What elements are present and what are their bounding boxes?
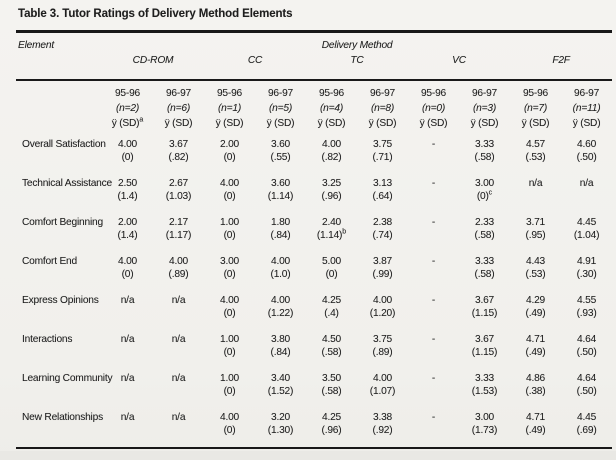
table-cell bbox=[102, 135, 153, 174]
cell-mean: n/a bbox=[579, 178, 594, 189]
cell-sd: (.82) bbox=[168, 152, 189, 163]
table-cell bbox=[306, 252, 357, 291]
cell-mean: 4.55 bbox=[577, 295, 597, 306]
table-cell bbox=[255, 291, 306, 330]
column-year: 96-97 bbox=[471, 88, 498, 99]
cell-mean: 3.00 bbox=[474, 178, 495, 189]
cell-sd: (1.73) bbox=[471, 425, 498, 436]
column-year: 95-96 bbox=[114, 88, 141, 99]
table-cell bbox=[306, 330, 357, 369]
table-cell bbox=[357, 408, 408, 448]
table-cell bbox=[459, 252, 510, 291]
column-n: (n=0) bbox=[421, 103, 446, 114]
column-header-7 bbox=[408, 80, 459, 135]
cell-sd: (.58) bbox=[474, 152, 495, 163]
table-cell bbox=[357, 174, 408, 213]
table-cell bbox=[102, 330, 153, 369]
element-header: Element bbox=[18, 40, 54, 51]
table-cell bbox=[561, 291, 612, 330]
table-row bbox=[16, 408, 612, 448]
column-year: 95-96 bbox=[420, 88, 447, 99]
cell-mean: 3.67 bbox=[168, 139, 189, 150]
table-cell bbox=[459, 174, 510, 213]
cell-sd: (1.52) bbox=[267, 386, 294, 397]
group-label-row bbox=[16, 55, 612, 80]
table-cell bbox=[510, 408, 561, 448]
column-stat: ÿ (SD) bbox=[521, 118, 550, 129]
cell-mean: 3.87 bbox=[372, 256, 393, 267]
cell-sd: (.95) bbox=[525, 230, 546, 241]
cell-sd: (0) bbox=[223, 347, 236, 358]
cell-mean: n/a bbox=[120, 373, 135, 384]
table-cell bbox=[561, 174, 612, 213]
table-cell bbox=[102, 252, 153, 291]
row-label: Technical Assistance bbox=[22, 178, 112, 189]
table-cell bbox=[306, 135, 357, 174]
cell-mean: - bbox=[431, 373, 436, 384]
table-cell bbox=[408, 174, 459, 213]
column-header-3 bbox=[204, 80, 255, 135]
column-n: (n=4) bbox=[319, 103, 344, 114]
cell-sd: (.55) bbox=[270, 152, 291, 163]
table-cell bbox=[408, 369, 459, 408]
cell-mean: 1.80 bbox=[270, 217, 291, 228]
subheader-spacer bbox=[16, 80, 102, 135]
table-row bbox=[16, 213, 612, 252]
cell-mean: 3.33 bbox=[474, 373, 495, 384]
cell-mean: n/a bbox=[120, 334, 135, 345]
cell-mean: 4.64 bbox=[577, 334, 597, 345]
cell-mean: n/a bbox=[171, 373, 186, 384]
column-stat: ÿ (SD) bbox=[164, 118, 193, 129]
table-cell bbox=[153, 174, 204, 213]
cell-sd: (.49) bbox=[525, 425, 546, 436]
table-cell bbox=[204, 330, 255, 369]
table-cell bbox=[459, 330, 510, 369]
row-label: Interactions bbox=[22, 334, 73, 345]
table-cell bbox=[459, 135, 510, 174]
cell-mean: 4.91 bbox=[577, 256, 597, 267]
table-cell bbox=[510, 291, 561, 330]
cell-sd: (0) bbox=[121, 269, 134, 280]
table-row bbox=[16, 174, 612, 213]
cell-mean: 3.75 bbox=[372, 139, 393, 150]
row-label: Comfort End bbox=[22, 256, 77, 267]
cell-sd: (1.22) bbox=[267, 308, 294, 319]
row-label: New Relationships bbox=[22, 412, 103, 423]
column-stat: ÿ (SD) bbox=[266, 118, 295, 129]
cell-sd: (.92) bbox=[372, 425, 393, 436]
group-label-cd-rom: CD-ROM bbox=[132, 55, 174, 66]
table-cell bbox=[255, 408, 306, 448]
group-label-vc: VC bbox=[452, 55, 466, 66]
column-n: (n=3) bbox=[472, 103, 497, 114]
cell-mean: 2.17 bbox=[168, 217, 189, 228]
table-cell bbox=[561, 330, 612, 369]
cell-mean: 4.00 bbox=[372, 373, 393, 384]
table-cell bbox=[561, 408, 612, 448]
table-cell bbox=[255, 174, 306, 213]
cell-sd: (0) bbox=[223, 230, 236, 241]
table-cell bbox=[204, 135, 255, 174]
cell-mean: 3.33 bbox=[474, 139, 495, 150]
cell-sd: (1.4) bbox=[117, 191, 138, 202]
table-cell bbox=[459, 369, 510, 408]
cell-mean: n/a bbox=[120, 412, 135, 423]
column-n: (n=5) bbox=[268, 103, 293, 114]
cell-mean: n/a bbox=[528, 178, 543, 189]
table-cell bbox=[306, 174, 357, 213]
table-cell bbox=[408, 213, 459, 252]
cell-mean: 4.29 bbox=[525, 295, 546, 306]
table-cell bbox=[510, 252, 561, 291]
column-n: (n=6) bbox=[166, 103, 191, 114]
cell-sd: (.89) bbox=[168, 269, 189, 280]
cell-sd: (.99) bbox=[372, 269, 393, 280]
cell-mean: 4.45 bbox=[577, 217, 597, 228]
cell-sd: (.4) bbox=[324, 308, 339, 319]
cell-sd: (.96) bbox=[321, 191, 342, 202]
table-cell bbox=[561, 369, 612, 408]
cell-sd: (1.17) bbox=[165, 230, 192, 241]
group-label-cc: CC bbox=[247, 55, 263, 66]
cell-mean: - bbox=[431, 256, 436, 267]
column-year: 96-97 bbox=[574, 88, 600, 99]
cell-mean: 4.86 bbox=[525, 373, 546, 384]
column-header-9 bbox=[510, 80, 561, 135]
cell-sd: (0) bbox=[223, 308, 236, 319]
group-label-tc: TC bbox=[350, 55, 364, 66]
table-cell bbox=[153, 330, 204, 369]
cell-mean: 5.00 bbox=[321, 256, 342, 267]
cell-sd: (1.15) bbox=[471, 308, 498, 319]
table-cell bbox=[459, 213, 510, 252]
column-n: (n=7) bbox=[523, 103, 548, 114]
column-header-8 bbox=[459, 80, 510, 135]
table-cell bbox=[204, 174, 255, 213]
cell-sd: (.49) bbox=[525, 347, 546, 358]
cell-sd: $(0)^c$ bbox=[476, 189, 493, 202]
table-cell bbox=[153, 408, 204, 448]
table-row bbox=[16, 369, 612, 408]
table-cell bbox=[102, 408, 153, 448]
cell-sd: (1.53) bbox=[471, 386, 498, 397]
cell-mean: n/a bbox=[171, 334, 186, 345]
column-stat: ÿ (SD) bbox=[215, 118, 244, 129]
table-cell bbox=[255, 252, 306, 291]
subheader-row bbox=[16, 80, 612, 135]
row-label: Express Opinions bbox=[22, 295, 99, 306]
table-cell bbox=[255, 213, 306, 252]
cell-mean: 4.50 bbox=[321, 334, 342, 345]
table-cell bbox=[255, 135, 306, 174]
table-cell bbox=[204, 252, 255, 291]
cell-mean: 3.13 bbox=[372, 178, 393, 189]
cell-sd: (.53) bbox=[525, 269, 546, 280]
table-cell bbox=[459, 291, 510, 330]
cell-sd: (1.04) bbox=[573, 230, 600, 241]
cell-mean: 4.60 bbox=[577, 139, 597, 150]
row-label: Learning Community bbox=[22, 373, 113, 384]
cell-mean: 4.00 bbox=[270, 295, 291, 306]
cell-sd: (.64) bbox=[372, 191, 393, 202]
cell-sd: (.50) bbox=[576, 152, 597, 163]
cell-sd: (0) bbox=[223, 386, 236, 397]
header-row-top bbox=[16, 32, 612, 56]
cell-mean: 4.00 bbox=[168, 256, 189, 267]
cell-sd: (.84) bbox=[270, 347, 291, 358]
column-header-10 bbox=[561, 80, 612, 135]
table-cell bbox=[153, 252, 204, 291]
cell-sd: (.96) bbox=[321, 425, 342, 436]
cell-sd: (.49) bbox=[525, 308, 546, 319]
cell-mean: n/a bbox=[120, 295, 135, 306]
cell-sd: (1.20) bbox=[369, 308, 396, 319]
cell-mean: 4.64 bbox=[577, 373, 597, 384]
table-cell bbox=[510, 213, 561, 252]
cell-sd: (.58) bbox=[321, 347, 342, 358]
column-n: (n=8) bbox=[370, 103, 395, 114]
cell-sd: (.58) bbox=[474, 269, 495, 280]
cell-mean: 3.67 bbox=[474, 295, 495, 306]
cell-sd: (0) bbox=[121, 152, 134, 163]
cell-mean: 4.00 bbox=[372, 295, 393, 306]
cell-mean: 3.67 bbox=[474, 334, 495, 345]
column-stat: ÿ (SD) bbox=[368, 118, 397, 129]
footnote-marker: c bbox=[488, 189, 493, 197]
table-cell bbox=[459, 408, 510, 448]
table-cell bbox=[561, 252, 612, 291]
cell-mean: 4.00 bbox=[219, 178, 240, 189]
cell-sd: (.71) bbox=[372, 152, 393, 163]
column-year: 96-97 bbox=[165, 88, 192, 99]
cell-mean: 4.43 bbox=[525, 256, 546, 267]
table-cell bbox=[255, 330, 306, 369]
tutor-ratings-table bbox=[16, 30, 612, 449]
cell-sd: (1.14) bbox=[267, 191, 294, 202]
cell-sd: (.89) bbox=[372, 347, 393, 358]
table-cell bbox=[510, 174, 561, 213]
cell-sd: (.50) bbox=[576, 347, 597, 358]
table-cell bbox=[408, 252, 459, 291]
column-stat: ÿ (SD) bbox=[419, 118, 448, 129]
cell-sd: (0) bbox=[325, 269, 338, 280]
cell-mean: 2.00 bbox=[117, 217, 138, 228]
scan-margin bbox=[0, 451, 616, 460]
column-year: 95-96 bbox=[318, 88, 345, 99]
group-row-spacer bbox=[16, 55, 102, 80]
cell-mean: 4.25 bbox=[321, 412, 342, 423]
column-header-5 bbox=[306, 80, 357, 135]
footnote-marker: b bbox=[342, 228, 347, 236]
group-label-f2f: F2F bbox=[552, 55, 570, 66]
table-row bbox=[16, 291, 612, 330]
cell-sd: (.69) bbox=[576, 425, 597, 436]
column-header-1 bbox=[102, 80, 153, 135]
cell-mean: - bbox=[431, 412, 436, 423]
column-n: (n=11) bbox=[572, 103, 601, 114]
table-cell bbox=[102, 213, 153, 252]
cell-mean: 1.00 bbox=[219, 217, 240, 228]
cell-sd: (1.15) bbox=[471, 347, 498, 358]
column-header-4 bbox=[255, 80, 306, 135]
cell-mean: - bbox=[431, 139, 436, 150]
cell-mean: 3.33 bbox=[474, 256, 495, 267]
cell-mean: 4.71 bbox=[525, 412, 546, 423]
cell-sd: (.30) bbox=[576, 269, 597, 280]
cell-sd: (1.0) bbox=[270, 269, 291, 280]
table-cell bbox=[357, 252, 408, 291]
cell-sd: (0) bbox=[223, 152, 236, 163]
cell-mean: 4.45 bbox=[577, 412, 597, 423]
cell-mean: 4.00 bbox=[321, 139, 342, 150]
cell-mean: 3.38 bbox=[372, 412, 393, 423]
cell-mean: 2.40 bbox=[321, 217, 342, 228]
table-cell bbox=[357, 213, 408, 252]
table-row bbox=[16, 330, 612, 369]
cell-sd: (.58) bbox=[474, 230, 495, 241]
cell-sd: (0) bbox=[223, 191, 236, 202]
cell-sd: $(1.14)^b$ bbox=[316, 228, 347, 241]
table-cell bbox=[408, 408, 459, 448]
cell-mean: 3.00 bbox=[219, 256, 240, 267]
table-cell bbox=[561, 213, 612, 252]
row-label: Comfort Beginning bbox=[22, 217, 103, 228]
table-cell bbox=[510, 135, 561, 174]
cell-sd: (.82) bbox=[321, 152, 342, 163]
element-header-cell bbox=[16, 32, 102, 56]
table-cell bbox=[204, 369, 255, 408]
cell-sd: (1.30) bbox=[267, 425, 294, 436]
cell-mean: - bbox=[431, 295, 436, 306]
delivery-method-header: Delivery Method bbox=[321, 40, 393, 51]
cell-mean: 2.50 bbox=[117, 178, 138, 189]
cell-mean: 4.00 bbox=[219, 295, 240, 306]
cell-sd: (.38) bbox=[525, 386, 546, 397]
table-row bbox=[16, 135, 612, 174]
cell-sd: (0) bbox=[223, 269, 236, 280]
table-cell bbox=[204, 408, 255, 448]
table-title: Table 3. Tutor Ratings of Delivery Method Elements bbox=[18, 8, 293, 20]
column-header-6 bbox=[357, 80, 408, 135]
table-cell bbox=[510, 330, 561, 369]
cell-sd: (1.03) bbox=[165, 191, 192, 202]
table-cell bbox=[408, 135, 459, 174]
cell-sd: (.58) bbox=[321, 386, 342, 397]
table-cell bbox=[153, 369, 204, 408]
column-stat: ÿ (SD) bbox=[572, 118, 601, 129]
cell-mean: 4.71 bbox=[525, 334, 546, 345]
cell-mean: - bbox=[431, 334, 436, 345]
table-cell bbox=[561, 135, 612, 174]
cell-sd: (.93) bbox=[576, 308, 597, 319]
table-row bbox=[16, 252, 612, 291]
table-cell bbox=[153, 291, 204, 330]
cell-mean: 1.00 bbox=[219, 373, 240, 384]
cell-mean: 4.00 bbox=[117, 256, 138, 267]
cell-mean: 3.00 bbox=[474, 412, 495, 423]
column-year: 95-96 bbox=[216, 88, 243, 99]
cell-mean: - bbox=[431, 217, 436, 228]
cell-mean: 3.25 bbox=[321, 178, 342, 189]
cell-sd: (1.07) bbox=[369, 386, 396, 397]
table-cell bbox=[357, 291, 408, 330]
cell-mean: - bbox=[431, 178, 436, 189]
cell-mean: 2.33 bbox=[474, 217, 495, 228]
table-cell bbox=[306, 291, 357, 330]
cell-sd: (0) bbox=[223, 425, 236, 436]
table-cell bbox=[357, 330, 408, 369]
cell-mean: n/a bbox=[171, 295, 186, 306]
cell-mean: 4.00 bbox=[219, 412, 240, 423]
table-cell bbox=[357, 369, 408, 408]
table-cell bbox=[408, 291, 459, 330]
cell-mean: 4.00 bbox=[270, 256, 291, 267]
table-cell bbox=[255, 369, 306, 408]
table-cell bbox=[408, 330, 459, 369]
column-stat: ÿ (SD)$^a$ bbox=[111, 116, 144, 129]
table-cell bbox=[204, 213, 255, 252]
cell-mean: 2.38 bbox=[372, 217, 393, 228]
cell-mean: n/a bbox=[171, 412, 186, 423]
cell-mean: 2.00 bbox=[219, 139, 240, 150]
cell-mean: 4.25 bbox=[321, 295, 342, 306]
table-cell bbox=[306, 213, 357, 252]
cell-sd: (1.4) bbox=[117, 230, 138, 241]
cell-mean: 3.60 bbox=[270, 139, 291, 150]
cell-mean: 3.71 bbox=[525, 217, 546, 228]
column-stat: ÿ (SD) bbox=[470, 118, 499, 129]
cell-mean: 4.00 bbox=[117, 139, 138, 150]
cell-mean: 3.60 bbox=[270, 178, 291, 189]
cell-mean: 3.50 bbox=[321, 373, 342, 384]
delivery-method-header-cell bbox=[102, 32, 612, 56]
table-cell bbox=[510, 369, 561, 408]
table-cell bbox=[306, 369, 357, 408]
cell-mean: 3.20 bbox=[270, 412, 291, 423]
table-cell bbox=[357, 135, 408, 174]
cell-mean: 3.75 bbox=[372, 334, 393, 345]
cell-mean: 2.67 bbox=[168, 178, 189, 189]
column-n: (n=1) bbox=[217, 103, 242, 114]
column-header-2 bbox=[153, 80, 204, 135]
cell-mean: 3.80 bbox=[270, 334, 291, 345]
table-cell bbox=[153, 213, 204, 252]
table-cell bbox=[153, 135, 204, 174]
column-year: 96-97 bbox=[267, 88, 294, 99]
cell-sd: (.53) bbox=[525, 152, 546, 163]
column-year: 96-97 bbox=[369, 88, 396, 99]
cell-sd: (.50) bbox=[576, 386, 597, 397]
cell-mean: 3.40 bbox=[270, 373, 291, 384]
table-cell bbox=[102, 291, 153, 330]
cell-sd: (.84) bbox=[270, 230, 291, 241]
footnote-marker: a bbox=[139, 116, 144, 124]
column-year: 95-96 bbox=[522, 88, 549, 99]
cell-mean: 1.00 bbox=[219, 334, 240, 345]
table-cell bbox=[306, 408, 357, 448]
cell-mean: 4.57 bbox=[525, 139, 546, 150]
column-stat: ÿ (SD) bbox=[317, 118, 346, 129]
cell-sd: (.74) bbox=[372, 230, 393, 241]
row-label: Overall Satisfaction bbox=[22, 139, 106, 150]
column-n: (n=2) bbox=[115, 103, 140, 114]
table-cell bbox=[204, 291, 255, 330]
